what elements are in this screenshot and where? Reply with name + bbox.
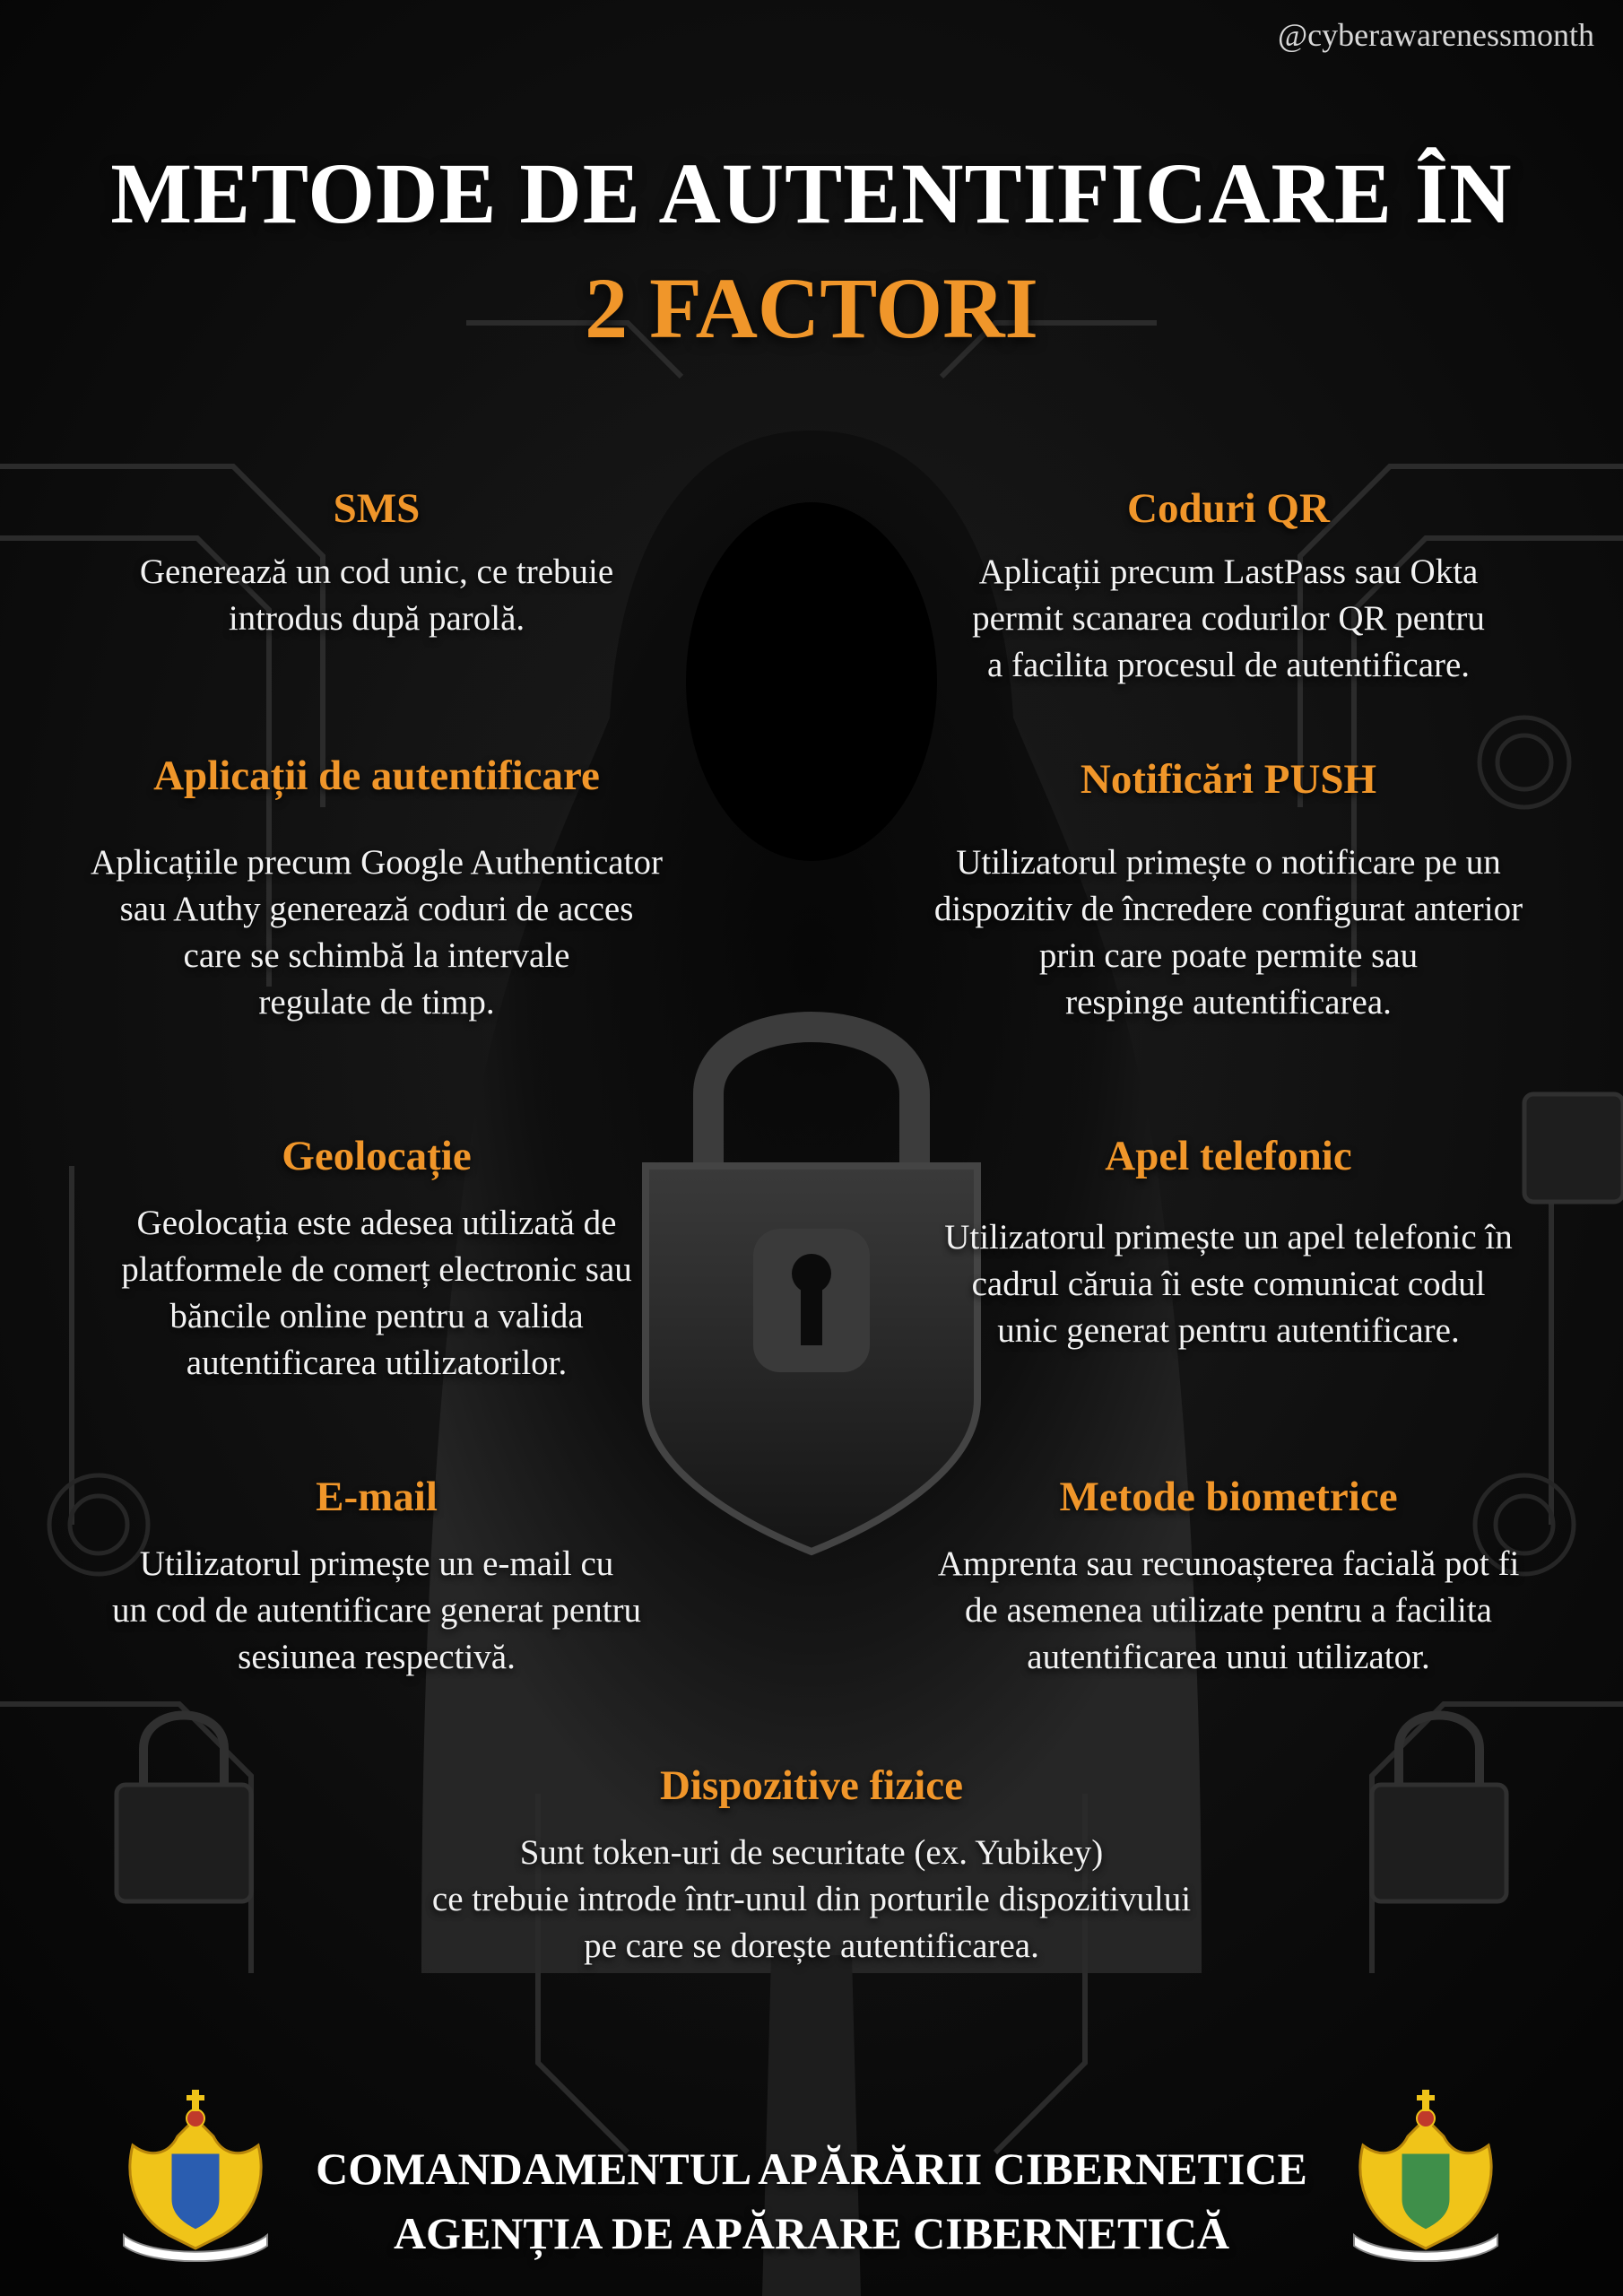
method-description: Aplicațiile precum Google Authenticator sau Authy generează coduri de acces care se schimbă la intervale regulate de timp. [91, 843, 663, 1022]
method-title: Apel telefonic [1105, 1133, 1352, 1179]
title-line-2: 2 FACTORI [585, 260, 1038, 356]
method-title: SMS [333, 485, 421, 532]
method-phone-call [879, 1132, 1578, 1354]
method-sms [36, 484, 717, 642]
method-email [36, 1473, 717, 1681]
organization-name [269, 2136, 1354, 2266]
method-authenticator-apps [36, 752, 717, 1026]
method-title: Dispozitive fizice [659, 1762, 964, 1809]
method-physical-devices [341, 1761, 1282, 1970]
coat-of-arms-logo-right [1345, 2083, 1506, 2262]
method-description: Amprenta sau recunoașterea facială pot fi de asemenea utilizate pentru a facilita autentificarea unui utilizator. [937, 1544, 1520, 1677]
method-qr-codes [879, 484, 1578, 689]
footer-line-2: AGENȚIA DE APĂRARE CIBERNETICĂ [393, 2208, 1230, 2258]
method-title: Metode biometrice [1059, 1474, 1398, 1520]
method-geolocation [36, 1132, 717, 1387]
method-title: Geolocație [282, 1133, 472, 1179]
method-description: Sunt token-uri de securitate (ex. Yubikey) ce trebuie introde într-unul din porturile dispozitivului pe care se dorește autentificarea. [431, 1833, 1192, 1966]
method-title: Aplicații de autentificare [153, 752, 600, 799]
method-description: Utilizatorul primește un apel telefonic în cadrul căruia îi este comunicat codul unic generat pentru autentificare. [944, 1218, 1513, 1351]
footer-line-1: COMANDAMENTUL APĂRĂRII CIBERNETICE [316, 2144, 1307, 2194]
method-push-notifications [879, 755, 1578, 1026]
coat-of-arms-logo-left [115, 2083, 276, 2262]
method-description: Geolocația este adesea utilizată de platformele de comerț electronic sau băncile online pentru a valida autentificarea utilizatorilor. [121, 1204, 632, 1383]
method-description: Aplicații precum LastPass sau Okta permit scanarea codurilor QR pentru a facilita procesul de autentificare. [972, 552, 1485, 685]
social-handle: @cyberawarenessmonth [1277, 17, 1594, 53]
page-title [0, 145, 1623, 356]
method-title: E-mail [316, 1474, 438, 1520]
method-description: Utilizatorul primește un e-mail cu un cod de autentificare generat pentru sesiunea respectivă. [111, 1544, 642, 1677]
method-biometrics [879, 1473, 1578, 1681]
method-description: Generează un cod unic, ce trebuie introdus după parolă. [139, 552, 614, 639]
method-description: Utilizatorul primește o notificare pe un dispozitiv de încredere configurat anterior prin care poate permite sau respinge autentificarea. [933, 843, 1523, 1022]
method-title: Coduri QR [1127, 485, 1330, 532]
method-title: Notificări PUSH [1080, 756, 1377, 803]
title-line-1: METODE DE AUTENTIFICARE ÎN [110, 145, 1513, 241]
